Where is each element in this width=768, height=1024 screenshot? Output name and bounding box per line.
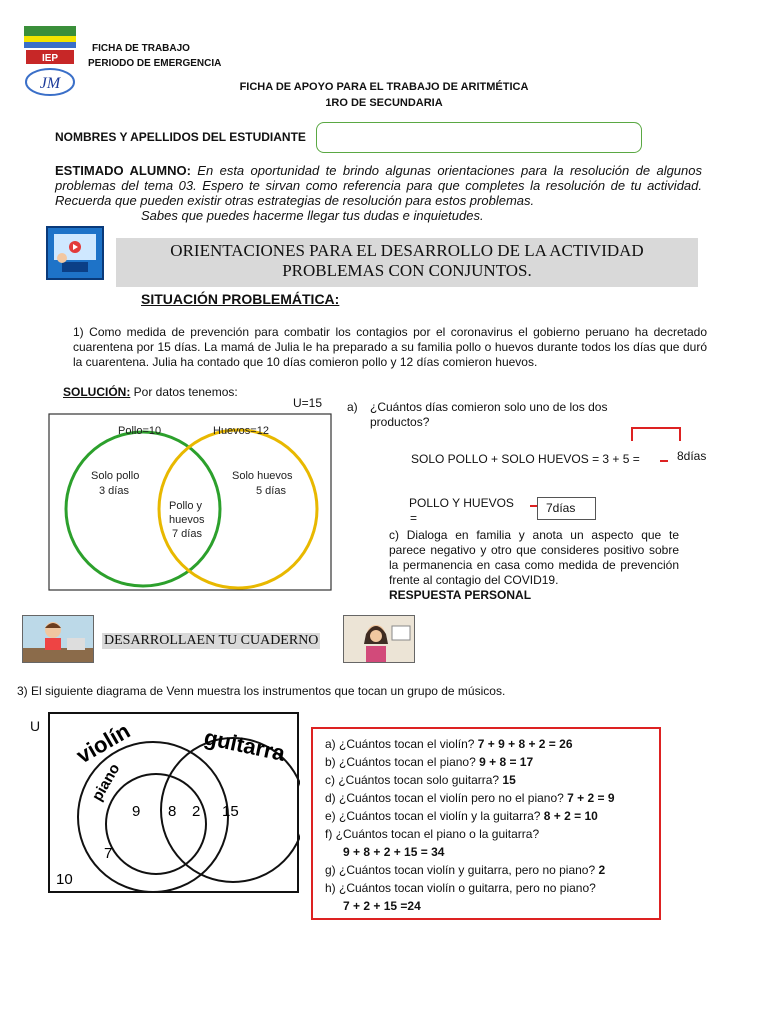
intro-text-2: Sabes que puedes hacerme llegar tus dudas e inquietudes. <box>141 208 484 223</box>
video-class-icon <box>46 226 104 280</box>
answer-b <box>325 753 659 771</box>
document-title: FICHA DE APOYO PARA EL TRABAJO DE ARITMÉTICA <box>239 81 529 93</box>
num-2: 2 <box>192 803 201 820</box>
orientation-banner <box>116 238 698 287</box>
answer-q: g) ¿Cuántos tocan violín y guitarra, pero no piano? <box>325 863 599 877</box>
equation-line: SOLO POLLO + SOLO HUEVOS = 3 + 5 = <box>411 452 640 466</box>
answer-8-dias: 8días <box>677 449 707 463</box>
question-c-text: c) Dialoga en familia y anota un aspecto que te parece negativo y otro que consideres positivo sobre la permanencia en casa como medida de prevención frente al contagio del COVID19. <box>389 528 679 587</box>
intro-paragraph <box>55 163 702 223</box>
num-10: 10 <box>56 871 73 888</box>
answer-f-value <box>325 843 659 861</box>
intro-text: En esta oportunidad te brindo algunas orientaciones para la resolución de algunos problemas del tema 03. Espero te sirvan como referencia para que completes la resolución de tu actividad. Recuerda que pueden existir otras estrategias de resolución para estos problemas. <box>55 163 702 208</box>
venn2-u: U <box>30 718 41 734</box>
num-7: 7 <box>104 845 113 862</box>
venn1-universe: U=15 <box>293 396 323 410</box>
situacion-heading: SITUACIÓN PROBLEMÁTICA: <box>141 291 340 307</box>
teacher-image <box>343 615 415 663</box>
answer-g <box>325 861 659 879</box>
inter-3: 7 días <box>172 528 202 540</box>
inter-1: Pollo y <box>169 500 203 512</box>
answer-d <box>325 789 659 807</box>
solucion-line <box>63 385 238 399</box>
answer-value: 9 + 8 + 2 + 15 = 34 <box>343 845 445 859</box>
answer-q: h) ¿Cuántos tocan violín o guitarra, pero no piano? <box>325 881 596 895</box>
header-line-2: PERIODO DE EMERGENCIA <box>88 58 222 69</box>
answers-box <box>311 727 661 920</box>
solo-pollo-2: 3 días <box>99 485 129 497</box>
document-subtitle: 1RO DE SECUNDARIA <box>325 97 443 109</box>
problem-1: 1) Como medida de prevención para combatir los contagios por el coronavirus el gobierno peruano ha decretado cuarentena por 15 días. La mamá de Julia le ha preparado a su familia pollo o huevos durante todos los días que duró la cuarentena. Julia ha contado que 10 días comieron pollo y 12 días comieron huevos. <box>73 325 707 369</box>
piano-label: piano <box>88 760 124 804</box>
student-name-label: NOMBRES Y APELLIDOS DEL ESTUDIANTE <box>55 130 306 144</box>
pollo-y-huevos: POLLO Y HUEVOS <box>409 496 514 510</box>
venn-diagram-1 <box>48 413 334 593</box>
num-9: 9 <box>132 803 141 820</box>
answer-f <box>325 825 659 843</box>
answer-value: 7 + 2 = 9 <box>567 791 615 805</box>
student-study-image <box>22 615 94 663</box>
solucion-label: SOLUCIÓN: <box>63 385 131 399</box>
logo-text: IEP <box>41 53 59 64</box>
question-a-text: ¿Cuántos días comieron solo uno de los dos productos? <box>370 400 608 429</box>
answer-a <box>325 735 659 753</box>
banner-line-2: PROBLEMAS CON CONJUNTOS. <box>282 261 532 280</box>
num-8: 8 <box>168 803 177 820</box>
answer-q: b) ¿Cuántos tocan el piano? <box>325 755 480 769</box>
banner-line-1: ORIENTACIONES PARA EL DESARROLLO DE LA ACTIVIDAD <box>170 241 644 260</box>
logo-initials: JM <box>39 75 61 92</box>
answer-value: 7 + 9 + 8 + 2 = 26 <box>477 737 573 751</box>
respuesta-personal: RESPUESTA PERSONAL <box>389 588 532 602</box>
answer-q: c) ¿Cuántos tocan solo guitarra? <box>325 773 503 787</box>
answer-7-dias: 7días <box>537 497 596 520</box>
violin-label: violín <box>72 717 135 769</box>
venn-diagram-2 <box>48 712 300 894</box>
answer-value: 15 <box>502 773 516 787</box>
answer-value: 8 + 2 = 10 <box>543 809 598 823</box>
question-c <box>389 528 679 603</box>
guitarra-label: guitarra <box>201 724 288 766</box>
huevos-label: Huevos=12 <box>213 425 269 437</box>
solo-huevos-1: Solo huevos <box>232 470 293 482</box>
student-name-field[interactable] <box>316 122 642 153</box>
answer-value: 7 + 2 + 15 =24 <box>343 899 421 913</box>
answer-c <box>325 771 659 789</box>
answer-e <box>325 807 659 825</box>
answers-list <box>313 729 659 915</box>
question-a-label: a) <box>347 400 358 414</box>
solo-pollo-1: Solo pollo <box>91 470 140 482</box>
answer-h <box>325 879 659 897</box>
pollo-label: Pollo=10 <box>118 425 162 437</box>
inter-2: huevos <box>169 514 205 526</box>
answer-q: a) ¿Cuántos tocan el violín? <box>325 737 478 751</box>
num-15: 15 <box>222 803 239 820</box>
answer-q: e) ¿Cuántos tocan el violín y la guitarra? <box>325 809 544 823</box>
equals-sign: = <box>410 511 418 525</box>
solo-huevos-2: 5 días <box>256 485 286 497</box>
problem-3: 3) El siguiente diagrama de Venn muestra los instrumentos que tocan un grupo de músicos. <box>17 684 506 698</box>
answer-q: d) ¿Cuántos tocan el violín pero no el piano? <box>325 791 568 805</box>
intro-lead: ESTIMADO ALUMNO: <box>55 163 191 178</box>
answer-value: 2 <box>598 863 606 877</box>
header-line-1: FICHA DE TRABAJO <box>92 43 190 54</box>
answer-q: f) ¿Cuántos tocan el piano o la guitarra? <box>325 827 540 841</box>
solucion-text: Por datos tenemos: <box>130 385 238 399</box>
answer-value: 9 + 8 = 17 <box>479 755 534 769</box>
desarrolla-cuaderno: DESARROLLAEN TU CUADERNO <box>104 633 319 648</box>
answer-h-value <box>325 897 659 915</box>
